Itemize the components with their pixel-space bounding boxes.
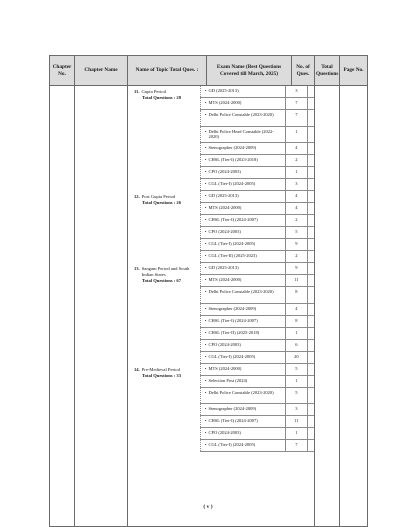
exam-name-text: CPO (2024-2003) [208,430,241,435]
bullet-icon: • [204,193,207,198]
exam-question-count: 4 [285,143,308,154]
exam-row [200,110,314,127]
exam-question-count: 5 [285,227,308,238]
exam-question-count: 6 [285,340,308,351]
exam-name-text: CPO (2024-2003) [208,341,241,347]
exam-name [200,143,285,154]
topic-name: Sangam Period and South Indian States [141,266,190,277]
exam-name-text: CPO (2024-2003) [208,169,241,174]
bullet-icon: • [204,88,207,93]
topic-total-questions: Total Questions : 33 [142,372,182,378]
exam-row [200,203,314,215]
topic-number: 11. [134,89,140,94]
bullet-icon: • [204,128,207,134]
bullet-icon: • [204,157,207,162]
topic-info [128,86,200,191]
exam-name-text: CGL (Tier-I) (2024-2005) [208,442,256,447]
bullet-icon: • [204,112,207,117]
bullet-icon: • [204,317,207,323]
exam-question-count: 2 [285,215,308,226]
topic-block [128,191,314,263]
exam-name-text: Stenographer (2024-2009) [208,305,257,311]
exam-name [200,275,285,286]
topic-block [128,364,314,453]
bullet-icon: • [204,205,207,210]
topics-cell [128,86,315,527]
bullet-icon: • [204,341,207,347]
exam-row [200,191,314,203]
topic-number: 14. [134,366,140,372]
exam-row [200,143,314,155]
exam-name [200,191,285,202]
exam-name [200,428,285,439]
exam-name [200,376,285,387]
topic-info [128,364,200,453]
exam-name-text: MTS (2024-2000) [208,100,242,105]
bullet-icon: • [204,289,207,294]
exam-name [200,203,285,214]
exam-name-text: GD (2025-2013) [208,193,239,198]
header-no-of-ques: No. of Ques. [292,56,315,86]
exam-name [200,404,285,415]
exam-row [200,167,314,179]
topic-name: Post Gupta Period [141,194,176,199]
exam-name [200,287,285,303]
exam-name-text: Delhi Police Constable (2023-2020) [208,389,274,395]
exam-question-count: 1 [285,328,308,339]
header-page-no: Page No. [340,56,368,86]
exam-name-text: Stenographer (2024-2009) [208,145,257,150]
exam-name [200,179,285,190]
topic-info [128,191,200,263]
exam-name-text: CHSL (Tier-I) (2024-2007) [208,217,258,222]
exam-row [200,179,314,191]
exam-name [200,227,285,238]
exam-row [200,352,314,364]
exam-name-text: MTS (2024-2000) [208,205,242,210]
bullet-icon: • [204,100,207,105]
exam-row [200,328,314,340]
bullet-icon: • [204,169,207,174]
bullet-icon: • [204,377,207,383]
topic-title [134,266,197,278]
exam-name [200,388,285,404]
exam-question-count: 11 [285,275,308,286]
exam-name-text: CGL (Tier-II) (2025-2023) [208,253,257,258]
exam-name-text: CHSL (Tier-I) (2024-2007) [208,418,258,423]
exam-row [200,127,314,144]
exam-question-count: 9 [285,239,308,250]
chapter-no-cell [50,86,75,527]
exam-question-count: 7 [285,440,308,451]
exam-list [200,191,314,263]
exam-name-text: Delhi Police Constable (2023-2020) [208,112,274,117]
exam-list [200,263,314,364]
exam-name [200,328,285,339]
chapter-name-cell [75,86,128,527]
bullet-icon: • [204,329,207,335]
exam-name [200,86,285,97]
topics-list [128,86,314,452]
exam-list [200,86,314,191]
exam-name-text: GD (2025-2013) [208,265,239,270]
topic-number: 13. [134,266,140,271]
bullet-icon: • [204,253,207,258]
exam-name-text: CGL (Tier-I) (2024-2005) [208,241,256,246]
exam-question-count: 11 [285,416,308,427]
bullet-icon: • [204,353,207,359]
exam-row [200,227,314,239]
exam-question-count: 8 [285,316,308,327]
topic-block [128,86,314,191]
exam-list [200,364,314,453]
index-page [49,55,367,527]
header-topic: Name of Topic Total Ques. : [128,56,207,86]
exam-name-text: Delhi Police Head Constable (2022-2020) [208,128,274,139]
exam-name [200,239,285,250]
exam-question-count: 7 [285,98,308,109]
exam-name [200,364,285,375]
exam-row [200,416,314,428]
bullet-icon: • [204,418,207,423]
bullet-icon: • [204,241,207,246]
exam-name [200,155,285,166]
exam-row [200,316,314,328]
header-chapter-no: Chapter No. [50,56,75,86]
exam-row [200,98,314,110]
exam-row [200,86,314,98]
exam-question-count: 1 [285,127,308,143]
exam-name [200,251,285,262]
exam-row [200,428,314,440]
bullet-icon: • [204,277,207,282]
exam-row [200,263,314,275]
exam-question-count: 1 [285,376,308,387]
exam-row [200,155,314,167]
bullet-icon: • [204,442,207,447]
exam-name-text: Selection Post (2024) [208,377,248,383]
exam-name-text: CHSL (Tier-II) (2025-2018) [208,329,260,335]
exam-name-text: CGL (Tier-I) (2024-2005) [208,181,256,186]
bullet-icon: • [204,430,207,435]
exam-name [200,127,285,143]
bullet-icon: • [204,181,207,186]
header-exam-name: Exam Name (Best Questions Covered till March, 2025) [207,56,292,86]
exam-question-count: 4 [285,191,308,202]
bullet-icon: • [204,265,207,270]
exam-question-count: 3 [285,404,308,415]
exam-name [200,440,285,451]
body-row [50,86,368,527]
exam-question-count: 4 [285,203,308,214]
exam-name-text: CHSL (Tier-I) (2024-2007) [208,317,258,323]
exam-name-text: CHSL (Tier-I) (2023-2018) [208,157,258,162]
exam-question-count: 3 [285,86,308,97]
topic-name: Pre-Medieval Period [141,366,180,372]
exam-row [200,239,314,251]
bullet-icon: • [204,229,207,234]
total-questions-cell [315,86,340,527]
exam-row [200,340,314,352]
exam-question-count: 5 [285,364,308,375]
exam-name [200,316,285,327]
exam-name [200,340,285,351]
topic-total-questions: Total Questions : 26 [142,200,182,205]
exam-question-count: 3 [285,179,308,190]
topic-total-questions: Total Questions : 28 [142,95,182,100]
exam-row [200,388,314,405]
exam-row [200,215,314,227]
header-chapter-name: Chapter Name [75,56,128,86]
exam-name [200,98,285,109]
topic-total-questions: Total Questions : 67 [142,278,182,283]
exam-name [200,263,285,274]
exam-name-text: GD (2025-2013) [208,88,239,93]
exam-question-count: 9 [285,263,308,274]
topic-block [128,263,314,364]
exam-question-count: 20 [285,352,308,363]
header-row [50,56,368,86]
exam-name-text: MTS (2024-2000) [208,365,242,371]
exam-row [200,275,314,287]
exam-row [200,304,314,316]
exam-name [200,110,285,126]
exam-name-text: Delhi Police Constable (2023-2020) [208,289,274,294]
exam-row [200,404,314,416]
exam-name [200,215,285,226]
bullet-icon: • [204,305,207,311]
header-total-questions: Total Questions [315,56,340,86]
page-number: ( v ) [203,504,213,510]
exam-name [200,416,285,427]
exam-name-text: CGL (Tier-I) (2024-2005) [208,353,256,359]
page-no-cell [340,86,368,527]
exam-row [200,364,314,376]
topic-number: 12. [134,194,140,199]
bullet-icon: • [204,389,207,395]
exam-question-count: 2 [285,155,308,166]
exam-row [200,251,314,263]
topic-name: Gupta Period [141,89,166,94]
exam-name-text: MTS (2024-2000) [208,277,242,282]
exam-row [200,376,314,388]
exam-question-count: 1 [285,428,308,439]
exam-name [200,167,285,178]
exam-question-count: 5 [285,388,308,404]
exam-name [200,352,285,363]
bullet-icon: • [204,217,207,222]
exam-row [200,440,314,452]
bullet-icon: • [204,365,207,371]
exam-question-count: 1 [285,167,308,178]
exam-name [200,304,285,315]
contents-table [49,55,368,527]
exam-name-text: CPO (2024-2003) [208,229,241,234]
exam-question-count: 2 [285,251,308,262]
bullet-icon: • [204,406,207,411]
bullet-icon: • [204,145,207,150]
exam-question-count: 7 [285,110,308,126]
exam-name-text: Stenographer (2024-2009) [208,406,257,411]
topic-info [128,263,200,364]
exam-row [200,287,314,304]
exam-question-count: 8 [285,287,308,303]
exam-question-count: 4 [285,304,308,315]
